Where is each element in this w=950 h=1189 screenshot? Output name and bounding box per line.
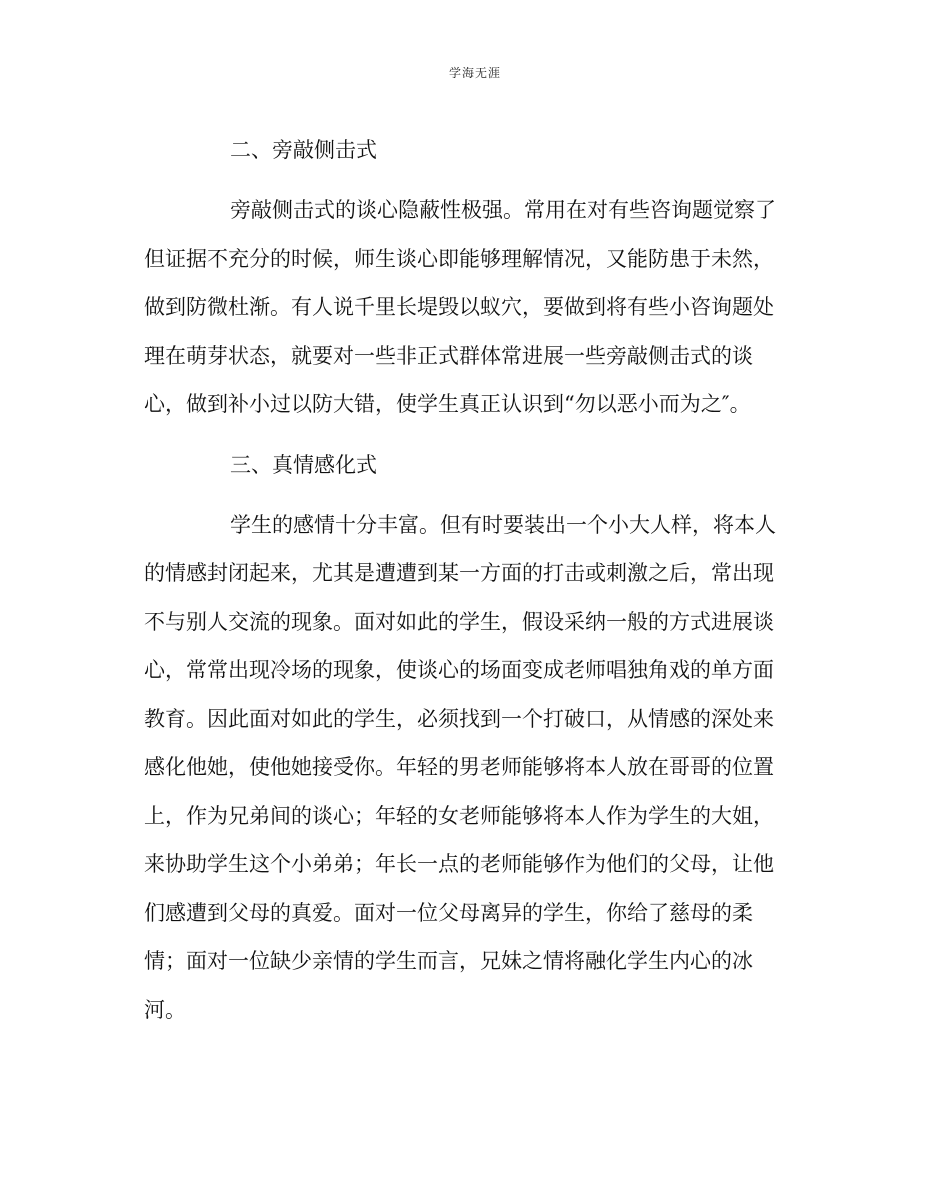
section-heading-three: 三、真情感化式: [230, 452, 377, 477]
paragraph-line: 感化他她，使他她接受你。年轻的男老师能够将本人放在哥哥的位置: [144, 755, 774, 779]
paragraph-line: 情；面对一位缺少亲情的学生而言，兄妹之情将融化学生内心的冰: [144, 949, 753, 973]
paragraph-line: 不与别人交流的现象。面对如此的学生，假设采纳一般的方式进展谈: [144, 609, 774, 634]
paragraph-line: 但证据不充分的时候，师生谈心即能够理解情况，又能防患于未然，: [144, 246, 774, 271]
paragraph-line: 旁敲侧击式的谈心隐蔽性极强。常用在对有些咨询题觉察了: [230, 198, 776, 222]
paragraph-line: 上，作为兄弟间的谈心；年轻的女老师能够将本人作为学生的大姐，: [144, 803, 774, 828]
section-paragraph-two: [144, 186, 804, 429]
page-header: 学海无涯: [448, 66, 501, 80]
document-body: [144, 126, 804, 1046]
paragraph-line: 做到防微杜渐。有人说千里长堤毁以蚁穴，要做到将有些小咨询题处: [144, 295, 774, 319]
paragraph-line: 们感遭到父母的真爱。面对一位父母离异的学生，你给了慈母的柔: [144, 900, 753, 925]
paragraph-line: 教育。因此面对如此的学生，必须找到一个打破口，从情感的深处来: [144, 706, 774, 731]
section-heading-two: 二、旁敲侧击式: [230, 138, 377, 162]
paragraph-line: 河。: [144, 997, 186, 1022]
paragraph-line: 来协助学生这个小弟弟；年长一点的老师能够作为他们的父母，让他: [144, 852, 774, 876]
paragraph-line: 的情感封闭起来，尤其是遭遭到某一方面的打击或刺激之后，常出现: [144, 561, 774, 585]
paragraph-line: 理在萌芽状态，就要对一些非正式群体常进展一些旁敲侧击式的谈: [144, 343, 753, 368]
section-paragraph-three: [144, 501, 804, 1035]
paragraph-line: 心，做到补小过以防大错，使学生真正认识到“勿以恶小而为之″。: [144, 392, 751, 416]
paragraph-line: 学生的感情十分丰富。但有时要装出一个小大人样，将本人: [230, 512, 776, 537]
paragraph-line: 心，常常出现冷场的现象，使谈心的场面变成老师唱独角戏的单方面: [144, 658, 774, 682]
